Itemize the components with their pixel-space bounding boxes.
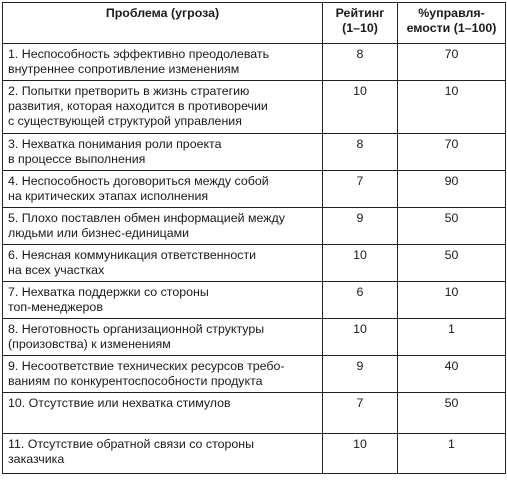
problem-text-line: людьми или бизнес-единицами: [8, 226, 190, 240]
manageability-cell: 70: [398, 44, 506, 81]
problem-text-line: 9. Несоответствие технических ресурсов требо-: [8, 359, 285, 373]
manageability-cell: 10: [398, 282, 506, 319]
problem-text-line: (произовства) к изменениям: [8, 337, 171, 351]
manageability-cell: 40: [398, 356, 506, 393]
rating-cell: 10: [323, 81, 398, 134]
header-rating: [323, 3, 398, 44]
rating-cell: 8: [323, 134, 398, 171]
problem-text-line: 6. Неясная коммуникация ответственности: [8, 248, 257, 262]
problem-text-line: ваниям по конкурентоспособности продукта: [8, 374, 263, 388]
rating-cell: 10: [323, 319, 398, 356]
problem-cell: [3, 282, 323, 319]
rating-cell: 9: [323, 356, 398, 393]
table-header-row: [3, 3, 506, 44]
problem-text-line: внутреннее сопротивление изменениям: [8, 62, 240, 76]
table-row: [3, 134, 506, 171]
problem-cell: [3, 208, 323, 245]
manageability-cell: 50: [398, 393, 506, 434]
problem-text-line: 11. Отсутствие обратной связи со стороны: [8, 437, 255, 451]
table-row: [3, 171, 506, 208]
problem-text-line: 7. Нехватка поддержки со стороны: [8, 285, 209, 299]
manageability-cell: 50: [398, 208, 506, 245]
rating-cell: 7: [323, 393, 398, 434]
problem-text-line: заказчика: [8, 452, 65, 466]
header-manageability-line: %управля-: [418, 6, 485, 20]
manageability-cell: 70: [398, 134, 506, 171]
problem-text-line: 8. Неготовность организационной структуры: [8, 322, 265, 336]
table-row: [3, 393, 506, 434]
header-problem: [3, 3, 323, 44]
header-rating-line: (1–10): [342, 21, 378, 35]
risk-table: [2, 2, 506, 474]
problem-text-line: с существующей структурой управления: [8, 114, 242, 128]
manageability-cell: 90: [398, 171, 506, 208]
table-row: [3, 81, 506, 134]
header-manageability-line: емости (1–100): [406, 21, 497, 35]
manageability-cell: 1: [398, 319, 506, 356]
rating-cell: 10: [323, 434, 398, 474]
rating-cell: 6: [323, 282, 398, 319]
problem-cell: [3, 81, 323, 134]
problem-cell: [3, 134, 323, 171]
table-row: [3, 319, 506, 356]
problem-text-line: 5. Плохо поставлен обмен информацией между: [8, 211, 285, 225]
manageability-cell: 50: [398, 245, 506, 282]
header-problem-label: Проблема (угроза): [105, 6, 220, 20]
manageability-cell: 1: [398, 434, 506, 474]
rating-cell: 7: [323, 171, 398, 208]
header-manageability: [398, 3, 506, 44]
problem-text-line: 1. Неспособность эффективно преодолевать: [8, 47, 270, 61]
problem-text-line: 2. Попытки претворить в жизнь стратегию: [8, 84, 250, 98]
problem-text-line: на всех участках: [8, 263, 105, 277]
table-row: [3, 356, 506, 393]
problem-cell: [3, 171, 323, 208]
problem-text-line: на критических этапах исполнения: [8, 189, 209, 203]
problem-text-line: 10. Отсутствие или нехватка стимулов: [8, 396, 231, 410]
rating-cell: 8: [323, 44, 398, 81]
header-rating-line: Рейтинг: [335, 6, 385, 20]
table-row: [3, 44, 506, 81]
problem-cell: [3, 44, 323, 81]
problem-text-line: 4. Неспособность договориться между собой: [8, 174, 269, 188]
table-row: [3, 208, 506, 245]
table-row: [3, 434, 506, 474]
problem-text-line: топ-менеджеров: [8, 300, 103, 314]
problem-text-line: в процессе выполнения: [8, 152, 146, 166]
problem-cell: [3, 434, 323, 474]
problem-cell: [3, 319, 323, 356]
table-row: [3, 245, 506, 282]
problem-cell: [3, 356, 323, 393]
problem-cell: [3, 393, 323, 434]
rating-cell: 10: [323, 245, 398, 282]
problem-cell: [3, 245, 323, 282]
manageability-cell: 10: [398, 81, 506, 134]
rating-cell: 9: [323, 208, 398, 245]
table-row: [3, 282, 506, 319]
problem-text-line: развития, которая находится в противоречии: [8, 99, 268, 113]
problem-text-line: 3. Нехватка понимания роли проекта: [8, 137, 222, 151]
